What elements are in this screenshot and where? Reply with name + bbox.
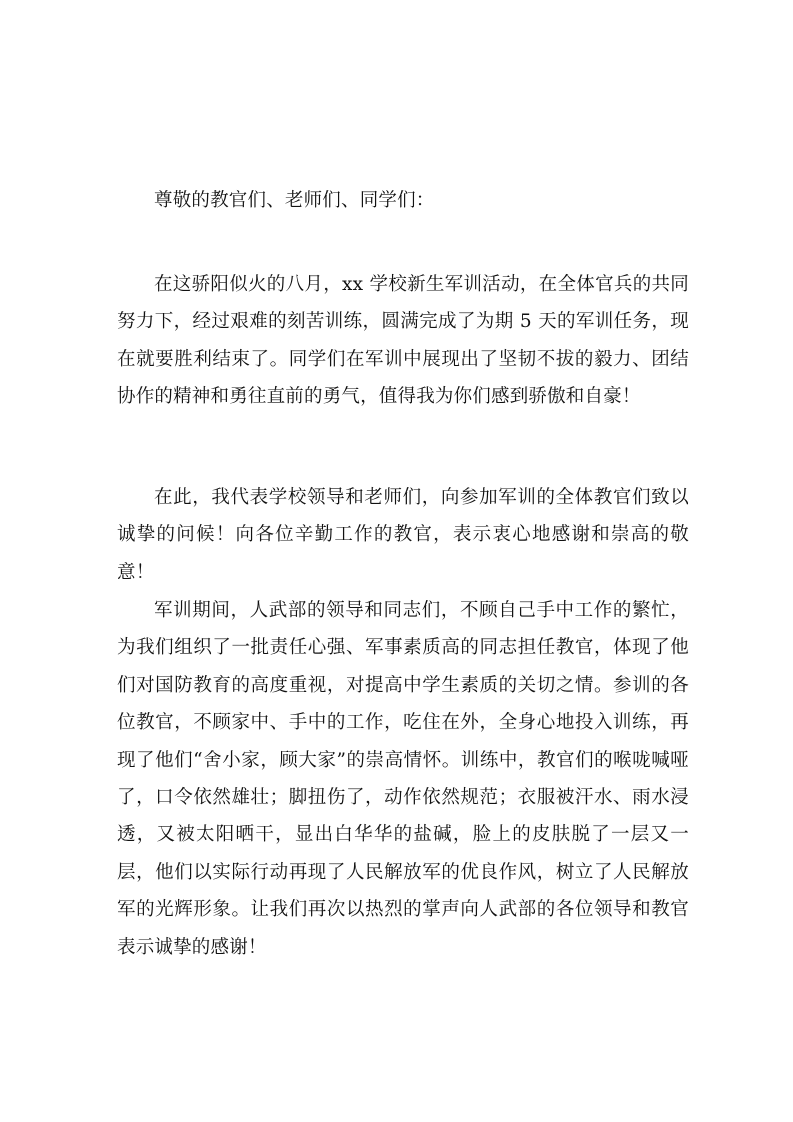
paragraph-greetings: 在此，我代表学校领导和老师们，向参加军训的全体教官们致以诚挚的问候！向各位辛勤工作的教官，表示衷心地感谢和崇高的敬意！ xyxy=(117,487,689,583)
greeting-line: 尊敬的教官们、老师们、同学们： xyxy=(154,190,435,211)
paragraph-thanks: 军训期间，人武部的领导和同志们，不顾自己手中工作的繁忙，为我们组织了一批责任心强、军事素质高的同志担任教官，体现了他们对国防教育的高度重视，对提高中学生素质的关切之情。参训的各位教官，不顾家中、手中的工作，吃住在外，全身心地投入训练，再现了他们“舍小家，顾大家”的崇高情怀。训练中，教官们的喉咙喊哑了，口令依然雄壮；脚扭伤了，动作依然规范；衣服被汗水、雨水浸透，又被太阳晒干，显出白华华的盐碱，脸上的皮肤脱了一层又一层，他们以实际行动再现了人民解放军的优良作风，树立了人民解放军的光辉形象。让我们再次以热烈的掌声向人武部的各位领导和教官表示诚挚的感谢！ xyxy=(117,600,689,958)
paragraph-opening: 在这骄阳似火的八月，xx 学校新生军训活动，在全体官兵的共同努力下，经过艰难的刻苦训练，圆满完成了为期 5 天的军训任务，现在就要胜利结束了。同学们在军训中展现出了坚韧不拔的毅力、团结协作的精神和勇往直前的勇气，值得我为你们感到骄傲和自豪！ xyxy=(117,274,689,408)
